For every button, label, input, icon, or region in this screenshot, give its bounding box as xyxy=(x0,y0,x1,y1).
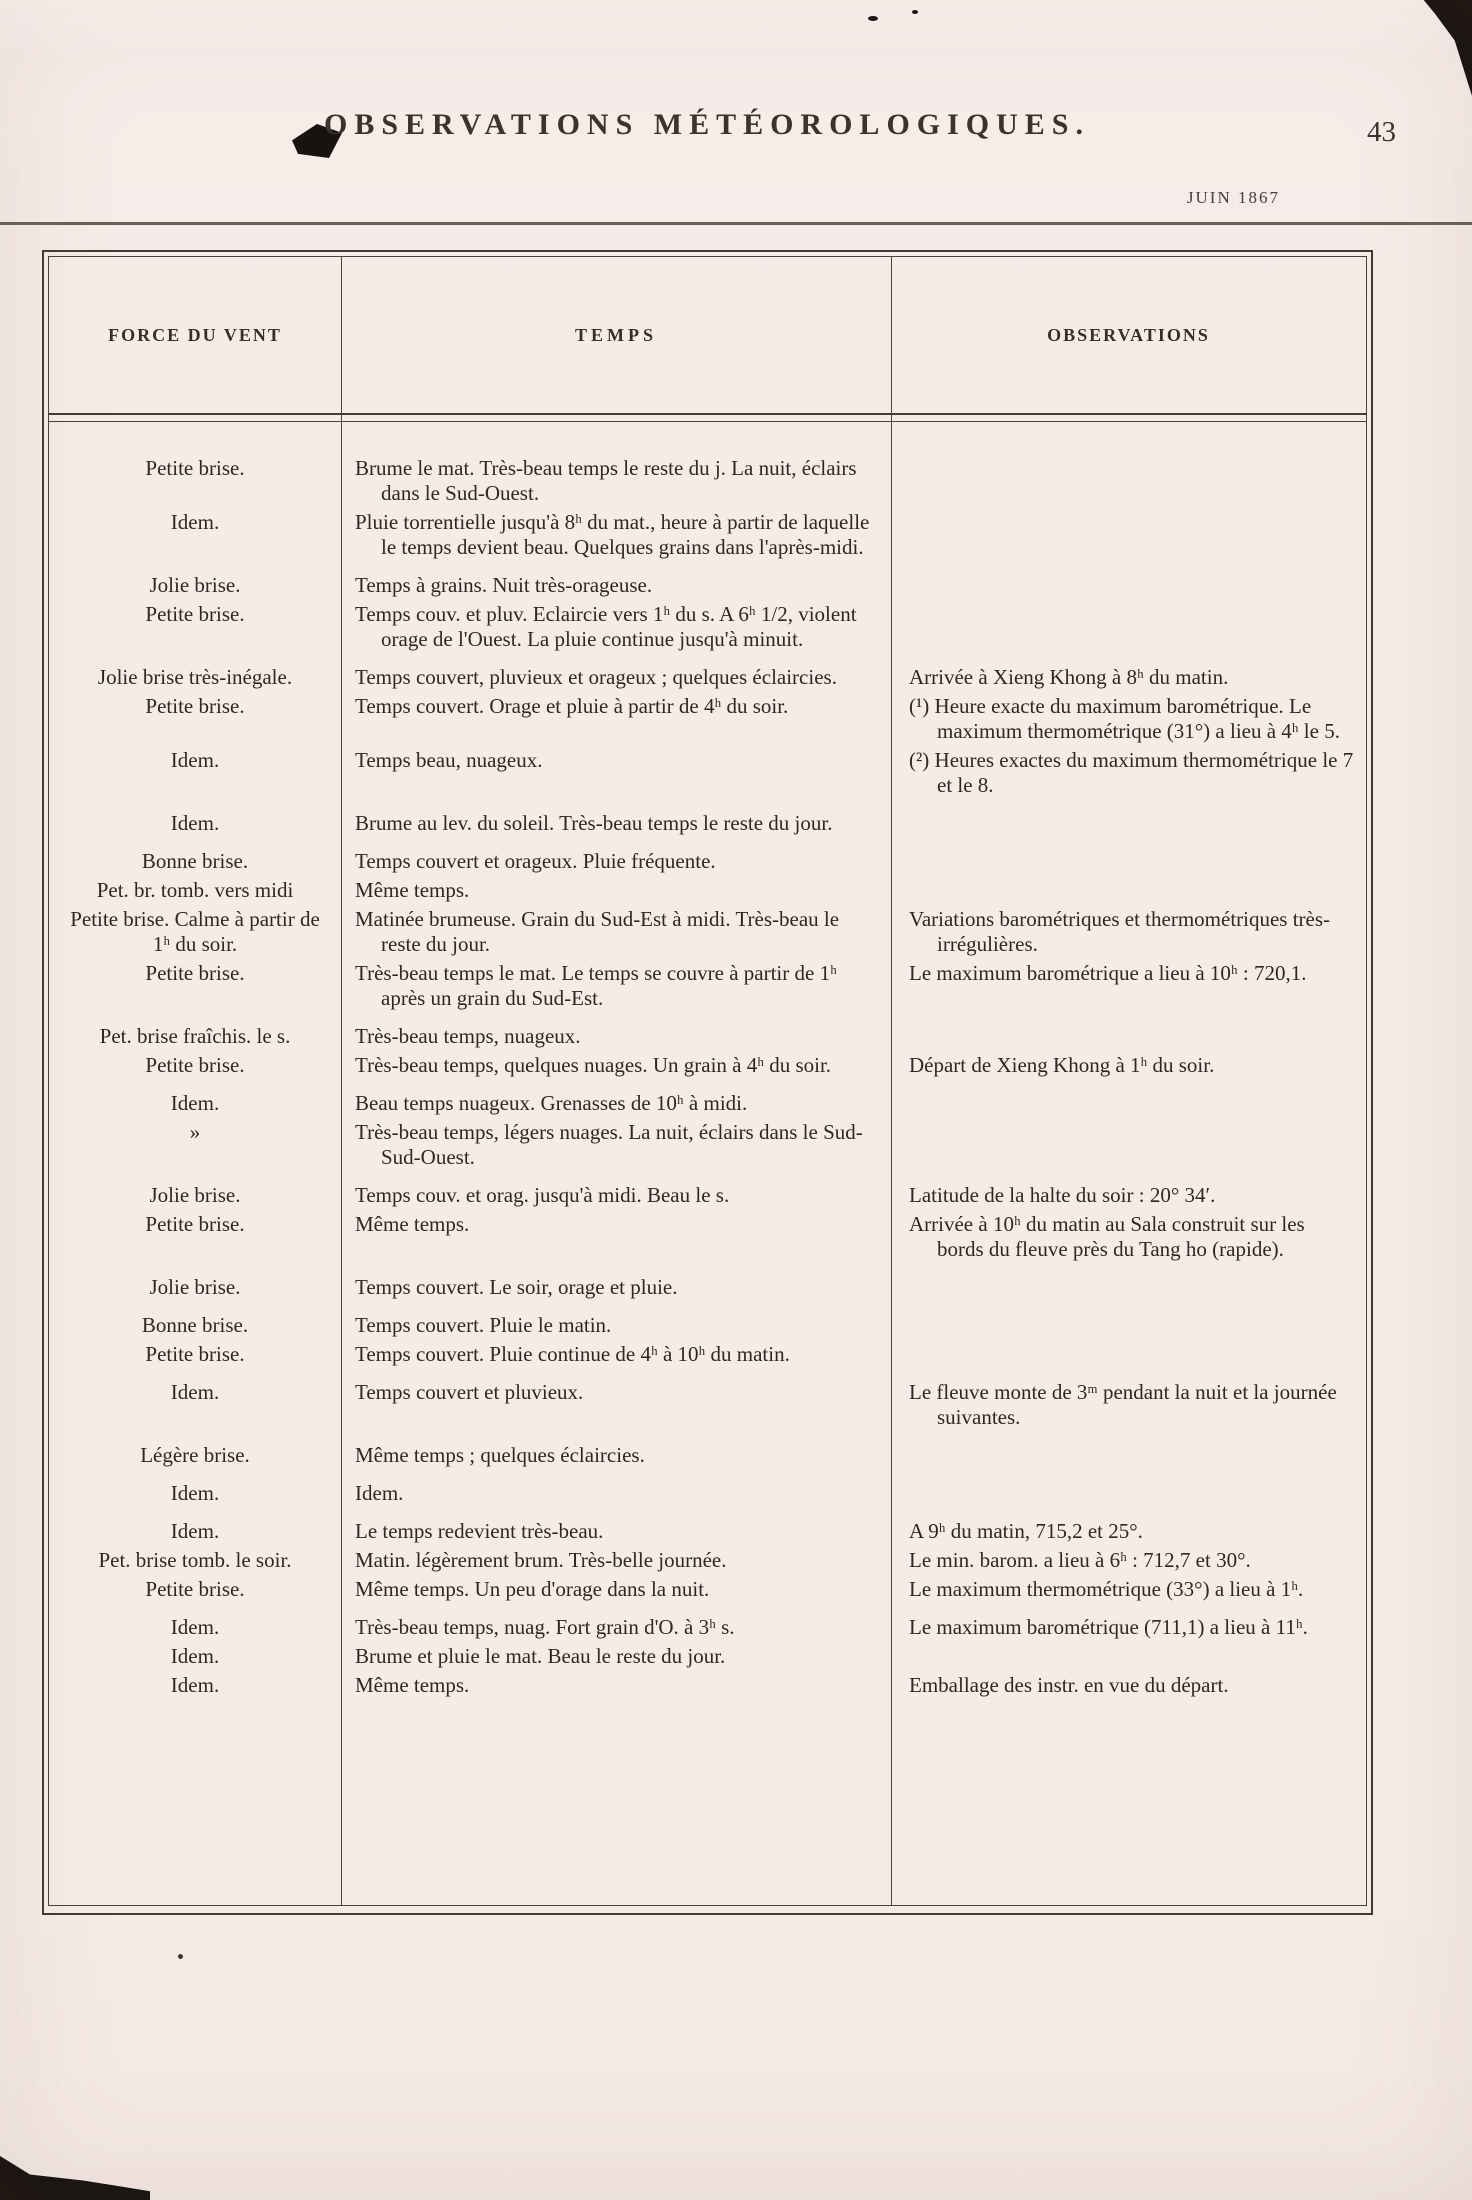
wind-cell: Bonne brise. xyxy=(141,849,249,873)
table-row xyxy=(49,665,1366,690)
table-row xyxy=(49,1275,1366,1300)
scan-artifact-speck xyxy=(912,10,918,14)
page-number: 43 xyxy=(1367,116,1396,148)
temps-cell: Très-beau temps, nuag. Fort grain d'O. à 3ʰ s. xyxy=(355,1615,735,1639)
wind-cell: Idem. xyxy=(170,748,220,772)
wind-cell: Petite brise. xyxy=(145,602,245,626)
table-row xyxy=(49,1342,1366,1367)
table-row xyxy=(49,1577,1366,1602)
wind-cell: Légère brise. xyxy=(140,1443,250,1467)
observations-cell: (¹) Heure exacte du maximum barométrique. Le maximum thermométrique (31°) a lieu à 4ʰ le 5. xyxy=(909,694,1340,743)
observations-cell: Latitude de la halte du soir : 20° 34′. xyxy=(909,1183,1216,1207)
temps-cell: Même temps. xyxy=(355,1673,470,1697)
temps-cell: Le temps redevient très-beau. xyxy=(355,1519,604,1543)
wind-cell: Pet. br. tomb. vers midi xyxy=(96,878,294,902)
table-row xyxy=(49,573,1366,598)
page-title: OBSERVATIONS MÉTÉOROLOGIQUES. xyxy=(324,108,1090,141)
temps-cell: Pluie torrentielle jusqu'à 8ʰ du mat., heure à partir de laquelle le temps devient beau. Quelques grains dans l'après-midi. xyxy=(355,510,870,559)
wind-cell: Jolie brise. xyxy=(149,1275,241,1299)
table-row xyxy=(49,1313,1366,1338)
temps-cell: Temps couvert. Orage et pluie à partir de 4ʰ du soir. xyxy=(355,694,789,718)
header-rule xyxy=(49,413,1366,422)
temps-cell: Temps couvert et orageux. Pluie fréquente. xyxy=(355,849,716,873)
column-header-temps: TEMPS xyxy=(574,324,657,345)
table-row xyxy=(49,811,1366,836)
wind-cell: Idem. xyxy=(170,811,220,835)
observations-cell: Variations barométriques et thermométriques très-irrégulières. xyxy=(909,907,1331,956)
table-row xyxy=(49,602,1366,652)
table-row xyxy=(49,1615,1366,1640)
table-body xyxy=(49,422,1366,1710)
scan-artifact-top-right xyxy=(1410,0,1472,96)
scan-artifact-dot xyxy=(178,1954,183,1959)
wind-cell: Petite brise. xyxy=(145,456,245,480)
wind-cell: Petite brise. xyxy=(145,961,245,985)
observations-cell: Arrivée à 10ʰ du matin au Sala construit sur les bords du fleuve près du Tang ho (rapide). xyxy=(909,1212,1305,1261)
date-label: JUIN 1867 xyxy=(1186,188,1280,207)
wind-cell: Petite brise. xyxy=(145,694,245,718)
temps-cell: Temps couvert. Pluie le matin. xyxy=(355,1313,612,1337)
wind-cell: Jolie brise très-inégale. xyxy=(97,665,293,689)
temps-cell: Brume et pluie le mat. Beau le reste du jour. xyxy=(355,1644,726,1668)
table-row xyxy=(49,1548,1366,1573)
table-row xyxy=(49,1183,1366,1208)
table-row xyxy=(49,1053,1366,1078)
observations-cell: Le fleuve monte de 3ᵐ pendant la nuit et la journée suivantes. xyxy=(909,1380,1337,1429)
wind-cell: Pet. brise tomb. le soir. xyxy=(98,1548,292,1572)
column-header-force-du-vent: FORCE DU VENT xyxy=(108,324,282,345)
table-row xyxy=(49,1519,1366,1544)
wind-cell: » xyxy=(189,1120,201,1144)
wind-cell: Petite brise. xyxy=(145,1577,245,1601)
wind-cell: Idem. xyxy=(170,1091,220,1115)
observations-cell: Le maximum barométrique a lieu à 10ʰ : 720,1. xyxy=(909,961,1307,985)
wind-cell: Petite brise. Calme à partir de 1ʰ du soir. xyxy=(70,907,320,956)
wind-cell: Bonne brise. xyxy=(141,1313,249,1337)
temps-cell: Même temps. xyxy=(355,1212,470,1236)
table-frame xyxy=(42,250,1373,1915)
temps-cell: Temps beau, nuageux. xyxy=(355,748,543,772)
scan-artifact-speck xyxy=(868,16,878,21)
wind-cell: Idem. xyxy=(170,510,220,534)
temps-cell: Matin. légèrement brum. Très-belle journée. xyxy=(355,1548,727,1572)
table-row xyxy=(49,1443,1366,1468)
temps-cell: Brume le mat. Très-beau temps le reste du j. La nuit, éclairs dans le Sud-Ouest. xyxy=(355,456,857,505)
wind-cell: Idem. xyxy=(170,1644,220,1668)
temps-cell: Temps couv. et pluv. Eclaircie vers 1ʰ du s. A 6ʰ 1/2, violent orage de l'Ouest. La pluie continue jusqu'à minuit. xyxy=(355,602,857,651)
table-row xyxy=(49,849,1366,874)
wind-cell: Petite brise. xyxy=(145,1212,245,1236)
temps-cell: Temps couvert, pluvieux et orageux ; quelques éclaircies. xyxy=(355,665,837,689)
wind-cell: Pet. brise fraîchis. le s. xyxy=(99,1024,291,1048)
wind-cell: Petite brise. xyxy=(145,1053,245,1077)
temps-cell: Même temps. Un peu d'orage dans la nuit. xyxy=(355,1577,710,1601)
wind-cell: Jolie brise. xyxy=(149,1183,241,1207)
table-row xyxy=(49,907,1366,957)
wind-cell: Idem. xyxy=(170,1519,220,1543)
table-row xyxy=(49,694,1366,744)
wind-cell: Petite brise. xyxy=(145,1342,245,1366)
observations-cell: Emballage des instr. en vue du départ. xyxy=(909,1673,1229,1697)
observations-cell: Le maximum barométrique (711,1) a lieu à 11ʰ. xyxy=(909,1615,1308,1639)
temps-cell: Temps couv. et orag. jusqu'à midi. Beau le s. xyxy=(355,1183,730,1207)
table-row xyxy=(49,1380,1366,1430)
wind-cell: Idem. xyxy=(170,1380,220,1404)
table-row xyxy=(49,1024,1366,1049)
observations-cell: Arrivée à Xieng Khong à 8ʰ du matin. xyxy=(909,665,1229,689)
scan-artifact-bottom-left xyxy=(0,2156,150,2200)
wind-cell: Idem. xyxy=(170,1673,220,1697)
table-row xyxy=(49,1481,1366,1506)
temps-cell: Même temps ; quelques éclaircies. xyxy=(355,1443,645,1467)
table-row xyxy=(49,1091,1366,1116)
temps-cell: Temps couvert. Pluie continue de 4ʰ à 10ʰ du matin. xyxy=(355,1342,790,1366)
wind-cell: Jolie brise. xyxy=(149,573,241,597)
observations-cell: A 9ʰ du matin, 715,2 et 25°. xyxy=(909,1519,1143,1543)
temps-cell: Très-beau temps, légers nuages. La nuit, éclairs dans le Sud-Sud-Ouest. xyxy=(355,1120,863,1169)
column-separator xyxy=(341,257,342,1905)
table-row xyxy=(49,1673,1366,1698)
table-row xyxy=(49,456,1366,506)
temps-cell: Très-beau temps, quelques nuages. Un grain à 4ʰ du soir. xyxy=(355,1053,832,1077)
wind-cell: Idem. xyxy=(170,1615,220,1639)
temps-cell: Idem. xyxy=(355,1481,404,1505)
temps-cell: Temps couvert et pluvieux. xyxy=(355,1380,584,1404)
table-row xyxy=(49,1644,1366,1669)
temps-cell: Très-beau temps, nuageux. xyxy=(355,1024,581,1048)
table-inner xyxy=(48,256,1367,1906)
wind-cell: Idem. xyxy=(170,1481,220,1505)
horizontal-rule xyxy=(0,222,1472,225)
table-header-row xyxy=(49,257,1366,413)
temps-cell: Même temps. xyxy=(355,878,470,902)
temps-cell: Matinée brumeuse. Grain du Sud-Est à midi. Très-beau le reste du jour. xyxy=(355,907,840,956)
column-header-observations: OBSERVATIONS xyxy=(1047,324,1210,345)
observations-cell: Départ de Xieng Khong à 1ʰ du soir. xyxy=(909,1053,1215,1077)
column-separator xyxy=(891,257,892,1905)
table-row xyxy=(49,510,1366,560)
temps-cell: Très-beau temps le mat. Le temps se couvre à partir de 1ʰ après un grain du Sud-Est. xyxy=(355,961,837,1010)
temps-cell: Temps à grains. Nuit très-orageuse. xyxy=(355,573,653,597)
table-row xyxy=(49,961,1366,1011)
observations-cell: Le min. barom. a lieu à 6ʰ : 712,7 et 30°. xyxy=(909,1548,1251,1572)
table-row xyxy=(49,878,1366,903)
observations-cell: Le maximum thermométrique (33°) a lieu à 1ʰ. xyxy=(909,1577,1304,1601)
temps-cell: Beau temps nuageux. Grenasses de 10ʰ à midi. xyxy=(355,1091,748,1115)
temps-cell: Brume au lev. du soleil. Très-beau temps le reste du jour. xyxy=(355,811,833,835)
temps-cell: Temps couvert. Le soir, orage et pluie. xyxy=(355,1275,678,1299)
observations-cell: (²) Heures exactes du maximum thermométrique le 7 et le 8. xyxy=(909,748,1354,797)
table-row xyxy=(49,1212,1366,1262)
table-row xyxy=(49,748,1366,798)
table-row xyxy=(49,1120,1366,1170)
